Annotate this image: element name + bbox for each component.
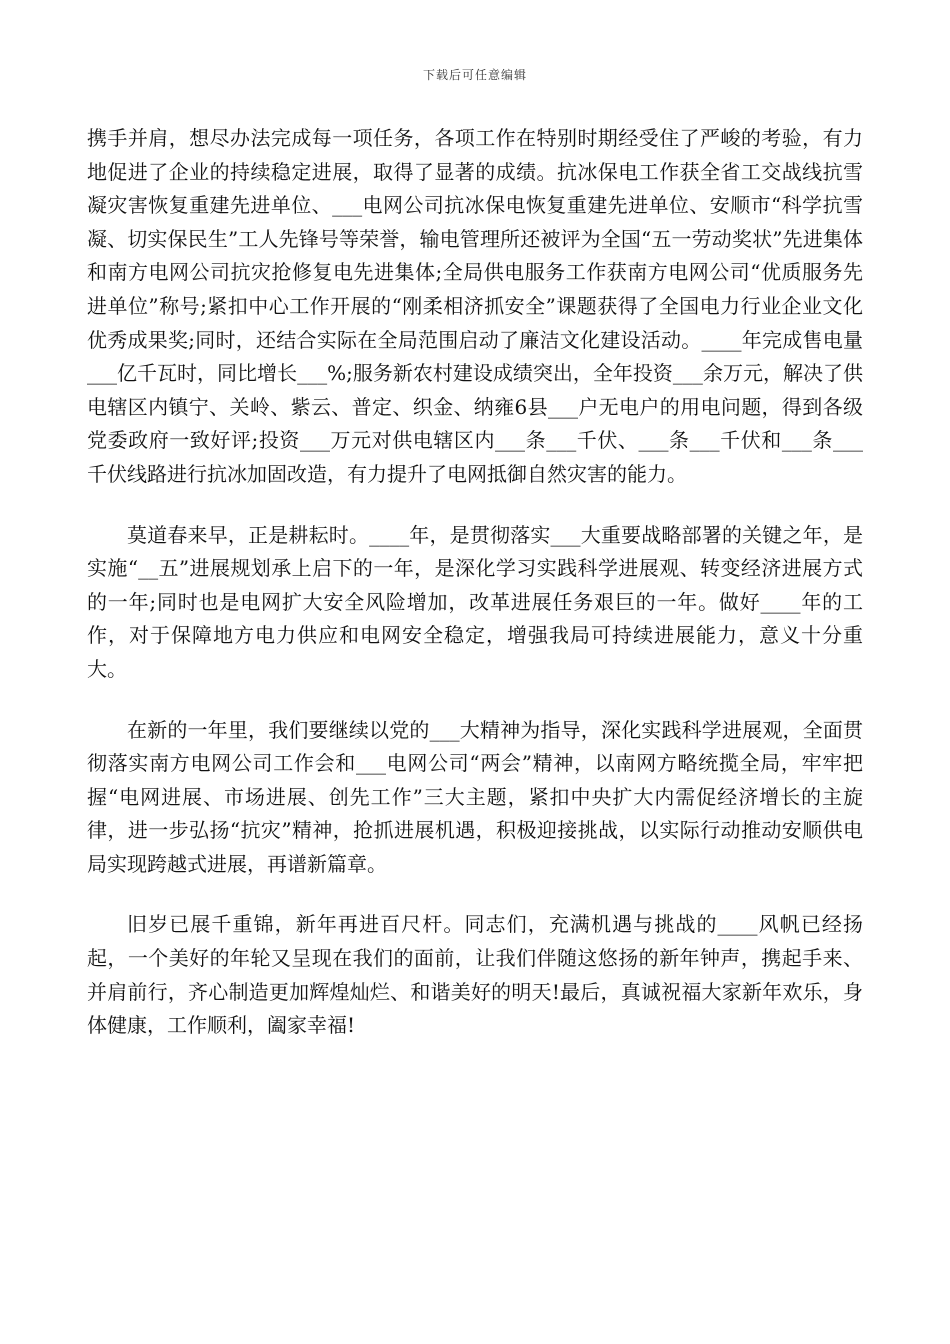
paragraph-4: 旧岁已展千重锦，新年再进百尺杆。同志们，充满机遇与挑战的____风帆已经扬起，一个美好的年轮又呈现在我们的面前，让我们伴随这悠扬的新年钟声，携起手来、并肩前行，齐心制造更加辉煌灿烂、和谐美好的明天!最后，真诚祝福大家新年欢乐，身体健康，工作顺利，阖家幸福! [87, 912, 863, 1038]
paragraph-1: 携手并肩，想尽办法完成每一项任务，各项工作在特别时期经受住了严峻的考验，有力地促进了企业的持续稳定进展，取得了显著的成绩。抗冰保电工作获全省工交战线抗雪凝灾害恢复重建先进单位、___电网公司抗冰保电恢复重建先进单位、安顺市“科学抗雪凝、切实保民生”工人先锋号等荣誉，输电管理所还被评为全国“五一劳动奖状”先进集体和南方电网公司抗灾抢修复电先进集体;全局供电服务工作获南方电网公司“优质服务先进单位”称号;紧扣中心工作开展的“刚柔相济抓安全”课题获得了全国电力行业企业文化优秀成果奖;同时，还结合实际在全局范围启动了廉洁文化建设活动。____年完成售电量___亿千瓦时，同比增长___%;服务新农村建设成绩突出，全年投资___余万元，解决了供电辖区内镇宁、关岭、紫云、普定、织金、纳雍6县___户无电户的用电问题，得到各级党委政府一致好评;投资___万元对供电辖区内___条___千伏、___条___千伏和___条___千伏线路进行抗冰加固改造，有力提升了电网抵御自然灾害的能力。 [87, 126, 863, 486]
document-body [87, 122, 863, 1043]
paragraph-2: 莫道春来早，正是耕耘时。____年，是贯彻落实___大重要战略部署的关键之年，是实施“__五”进展规划承上启下的一年，是深化学习实践科学进展观、转变经济进展方式的一年;同时也是电网扩大安全风险增加，改革进展任务艰巨的一年。做好____年的工作，对于保障地方电力供应和电网安全稳定，增强我局可持续进展能力，意义十分重大。 [87, 522, 863, 681]
paragraph-3: 在新的一年里，我们要继续以党的___大精神为指导，深化实践科学进展观，全面贯彻落实南方电网公司工作会和___电网公司“两会”精神，以南网方略统揽全局，牢牢把握“电网进展、市场进展、创先工作”三大主题，紧扣中央扩大内需促经济增长的主旋律，进一步弘扬“抗灾”精神，抢抓进展机遇，积极迎接挑战，以实际行动推动安顺供电局实现跨越式进展，再谱新篇章。 [87, 717, 863, 876]
page-header-note: 下载后可任意编辑 [422, 68, 527, 82]
